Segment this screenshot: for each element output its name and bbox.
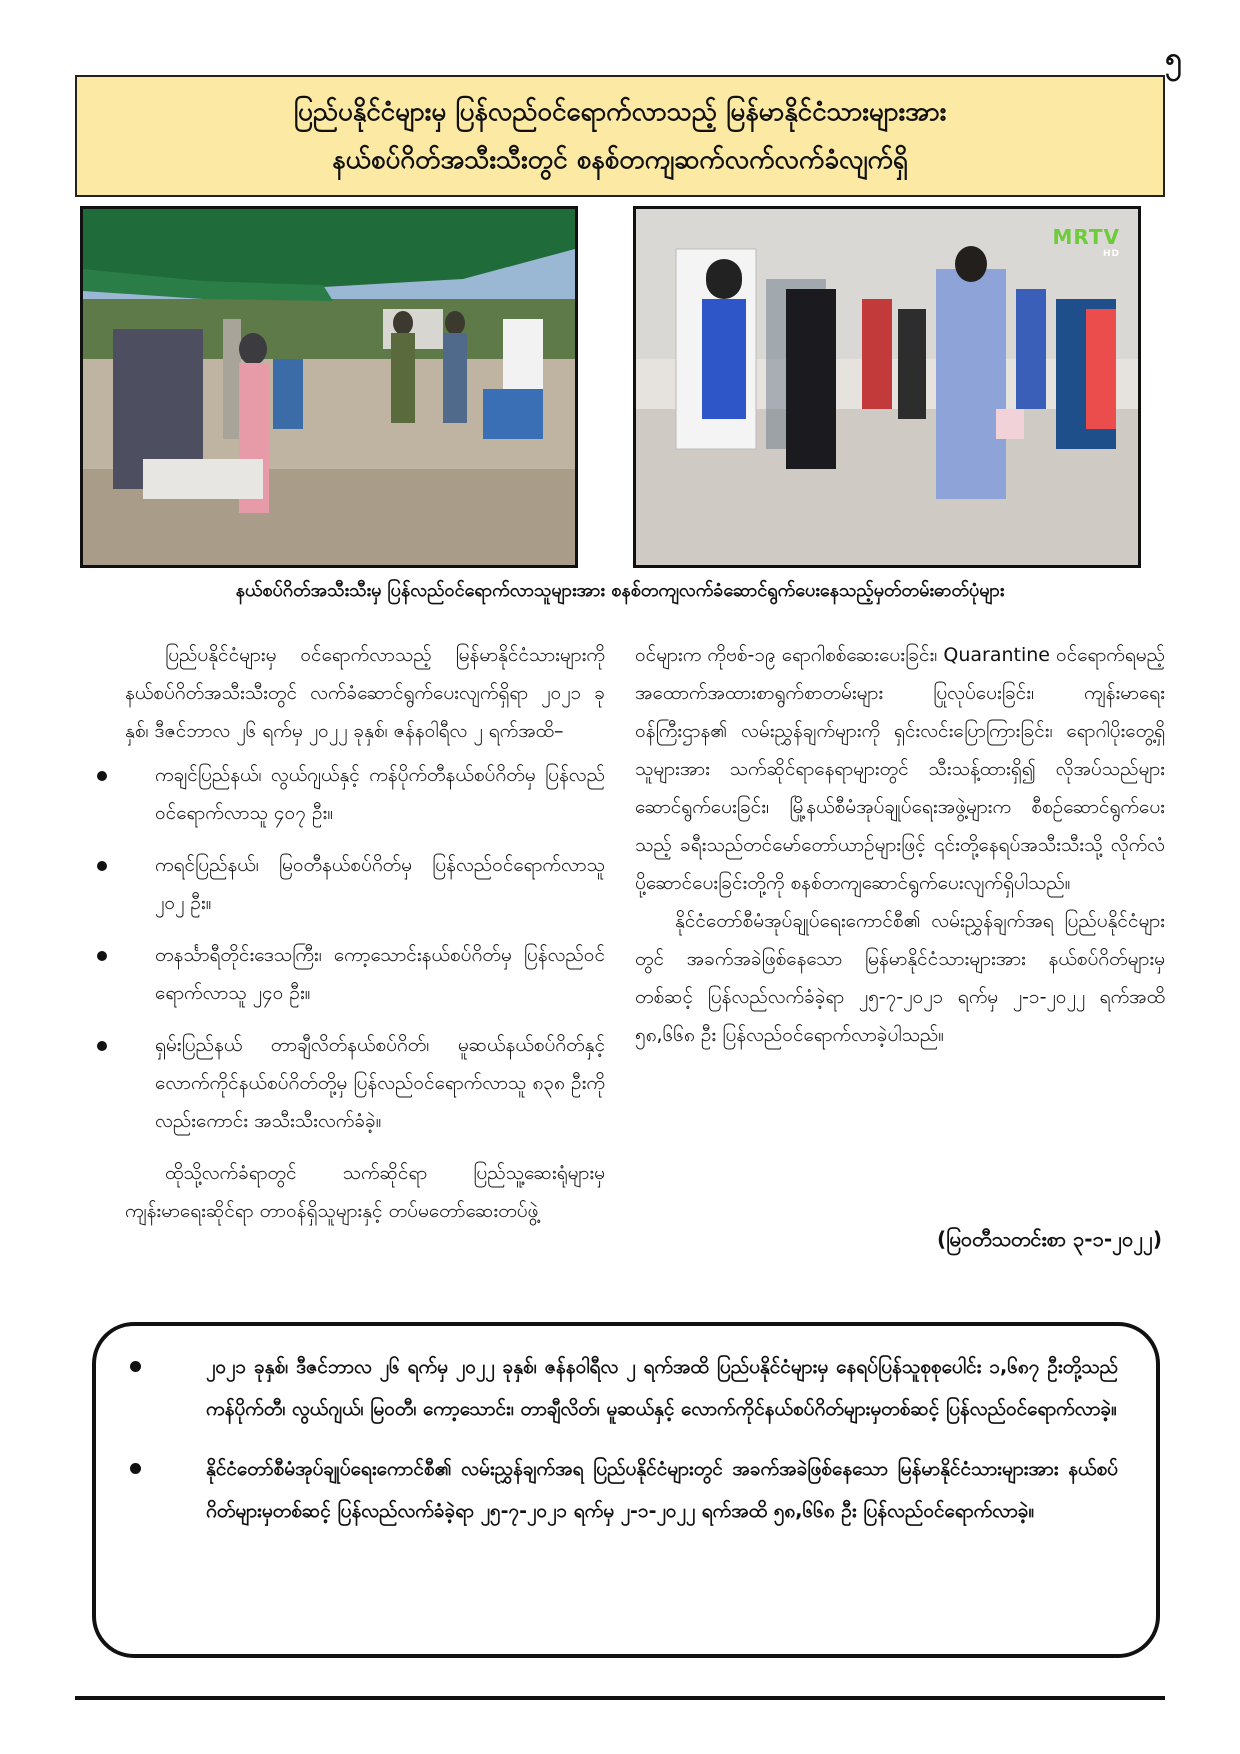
arrival-hall-photo [636,209,1138,565]
list-item: တနင်္သာရီတိုင်းဒေသကြီး၊ ကော့သောင်းနယ်စပ်ဂိတ်မှ ပြန်လည်ဝင်ရောက်လာသူ ၂၄၀ ဦး။ [125,936,605,1012]
summary-item: နိုင်ငံတော်စီမံအုပ်ချုပ်ရေးကောင်စီ၏ လမ်းညွှန်ချက်အရ ပြည်ပနိုင်ငံများတွင် အခက်အခဲဖြစ်နေသော မြန်မာနိုင်ငံသားများအား နယ်စပ်ဂိတ်များမှတစ်ဆင့် ပြန်လည်လက်ခံခဲ့ရာ ၂၅-၇-၂၀၂၁ ရက်မှ ၂-၁-၂၀၂၂ ရက်အထိ ၅၈,၆၆၈ ဦး ပြန်လည်ဝင်ရောက်လာခဲ့။ [130,1448,1118,1532]
headline-box [75,75,1165,197]
article-column-right [635,636,1165,1054]
headline-line-2: နယ်စပ်ဂိတ်အသီးသီးတွင် စနစ်တကျဆက်လက်လက်ခံလျက်ရှိ [332,145,908,175]
intro-paragraph: ပြည်ပနိုင်ငံများမှ ဝင်ရောက်လာသည့် မြန်မာနိုင်ငံသားများကို နယ်စပ်ဂိတ်အသီးသီးတွင် လက်ခံဆောင်ရွက်ပေးလျက်ရှိရာ ၂၀၂၁ ခုနှစ်၊ ဒီဇင်ဘာလ ၂၆ ရက်မှ ၂၀၂၂ ခုနှစ်၊ ဇန်နဝါရီလ ၂ ရက်အထိ– [125,644,605,742]
photo-border-checkpoint [80,206,578,568]
arrivals-list [125,756,605,1140]
mrtv-logo-main: MRTV [1052,225,1120,249]
mrtv-logo [1052,225,1120,259]
mrtv-logo-sub: HD [1102,249,1120,259]
procedure-paragraph-start: ထိုသို့လက်ခံရာတွင် သက်ဆိုင်ရာ ပြည်သူ့ဆေးရုံများမှ ကျန်းမာရေးဆိုင်ရာ တာဝန်ရှိသူများနှင့် တပ်မတော်ဆေးတပ်ဖွဲ့ [125,1162,605,1222]
headline-line-1: ပြည်ပနိုင်ငံများမှ ပြန်လည်ဝင်ရောက်လာသည့် မြန်မာနိုင်ငံသားများအား [293,97,947,127]
bottom-divider [75,1696,1165,1700]
total-arrivals-paragraph: နိုင်ငံတော်စီမံအုပ်ချုပ်ရေးကောင်စီ၏ လမ်းညွှန်ချက်အရ ပြည်ပနိုင်ငံများတွင် အခက်အခဲဖြစ်နေသော မြန်မာနိုင်ငံသားများအား နယ်စပ်ဂိတ်များမှတစ်ဆင့် ပြန်လည်လက်ခံခဲ့ရာ ၂၅-၇-၂၀၂၁ ရက်မှ ၂-၁-၂၀၂၂ ရက်အထိ ၅၈,၆၆၈ ဦး ပြန်လည်ဝင်ရောက်လာခဲ့ပါသည်။ [635,910,1165,1046]
page-number: ၅ [1165,41,1182,76]
news-source: (မြဝတီသတင်းစာ ၃-၁-၂၀၂၂) [936,1227,1162,1251]
photo-arrival-hall [633,206,1141,568]
summary-item: ၂၀၂၁ ခုနှစ်၊ ဒီဇင်ဘာလ ၂၆ ရက်မှ ၂၀၂၂ ခုနှစ်၊ ဇန်နဝါရီလ ၂ ရက်အထိ ပြည်ပနိုင်ငံများမှ နေရပ်ပြန်သူစုစုပေါင်း ၁,၆၈၇ ဦးတို့သည် ကန်ပိုက်တီ၊ လွယ်ဂျယ်၊ မြဝတီ၊ ကော့သောင်း၊ တာချီလိတ်၊ မူဆယ်နှင့် လောက်ကိုင်နယ်စပ်ဂိတ်များမှတစ်ဆင့် ပြန်လည်ဝင်ရောက်လာခဲ့။ [130,1346,1118,1430]
procedure-paragraph-continued: ဝင်များက ကိုဗစ်-၁၉ ရောဂါစစ်ဆေးပေးခြင်း၊ Quarantine ဝင်ရောက်ရမည့်အထောက်အထားစာရွက်စာတမ်းများ ပြုလုပ်ပေးခြင်း၊ ကျန်းမာရေးဝန်ကြီးဌာန၏ လမ်းညွှန်ချက်များကို ရှင်းလင်းပြောကြားခြင်း၊ ရောဂါပိုးတွေ့ရှိသူများအား သက်ဆိုင်ရာနေရာများတွင် သီးသန့်ထားရှိ၍ လိုအပ်သည်များဆောင်ရွက်ပေးခြင်း၊ မြို့နယ်စီမံအုပ်ချုပ်ရေးအဖွဲ့များက စီစဉ်ဆောင်ရွက်ပေးသည့် ခရီးသည်တင်မော်တော်ယာဉ်များဖြင့် ၎င်းတို့နေရပ်အသီးသီးသို့ လိုက်လံပို့ဆောင်ပေးခြင်းတို့ကို စနစ်တကျဆောင်ရွက်ပေးလျက်ရှိပါသည်။ [635,644,1165,894]
summary-box [92,1322,1160,1658]
border-checkpoint-photo [83,209,575,565]
article-column-left [125,636,605,1230]
photo-caption: နယ်စပ်ဂိတ်အသီးသီးမှ ပြန်လည်ဝင်ရောက်လာသူများအား စနစ်တကျလက်ခံဆောင်ရွက်ပေးနေသည့်မှတ်တမ်းဓာတ်ပုံများ [235,580,1005,601]
list-item: ရှမ်းပြည်နယ် တာချီလိတ်နယ်စပ်ဂိတ်၊ မူဆယ်နယ်စပ်ဂိတ်နှင့် လောက်ကိုင်နယ်စပ်ဂိတ်တို့မှ ပြန်လည်ဝင်ရောက်လာသူ ၈၃၈ ဦးကိုလည်းကောင်း အသီးသီးလက်ခံခဲ့။ [125,1026,605,1140]
list-item: ကရင်ပြည်နယ်၊ မြဝတီနယ်စပ်ဂိတ်မှ ပြန်လည်ဝင်ရောက်လာသူ ၂၀၂ ဦး။ [125,846,605,922]
list-item: ကချင်ပြည်နယ်၊ လွယ်ဂျယ်နှင့် ကန်ပိုက်တီနယ်စပ်ဂိတ်မှ ပြန်လည်ဝင်ရောက်လာသူ ၄၀၇ ဦး။ [125,756,605,832]
